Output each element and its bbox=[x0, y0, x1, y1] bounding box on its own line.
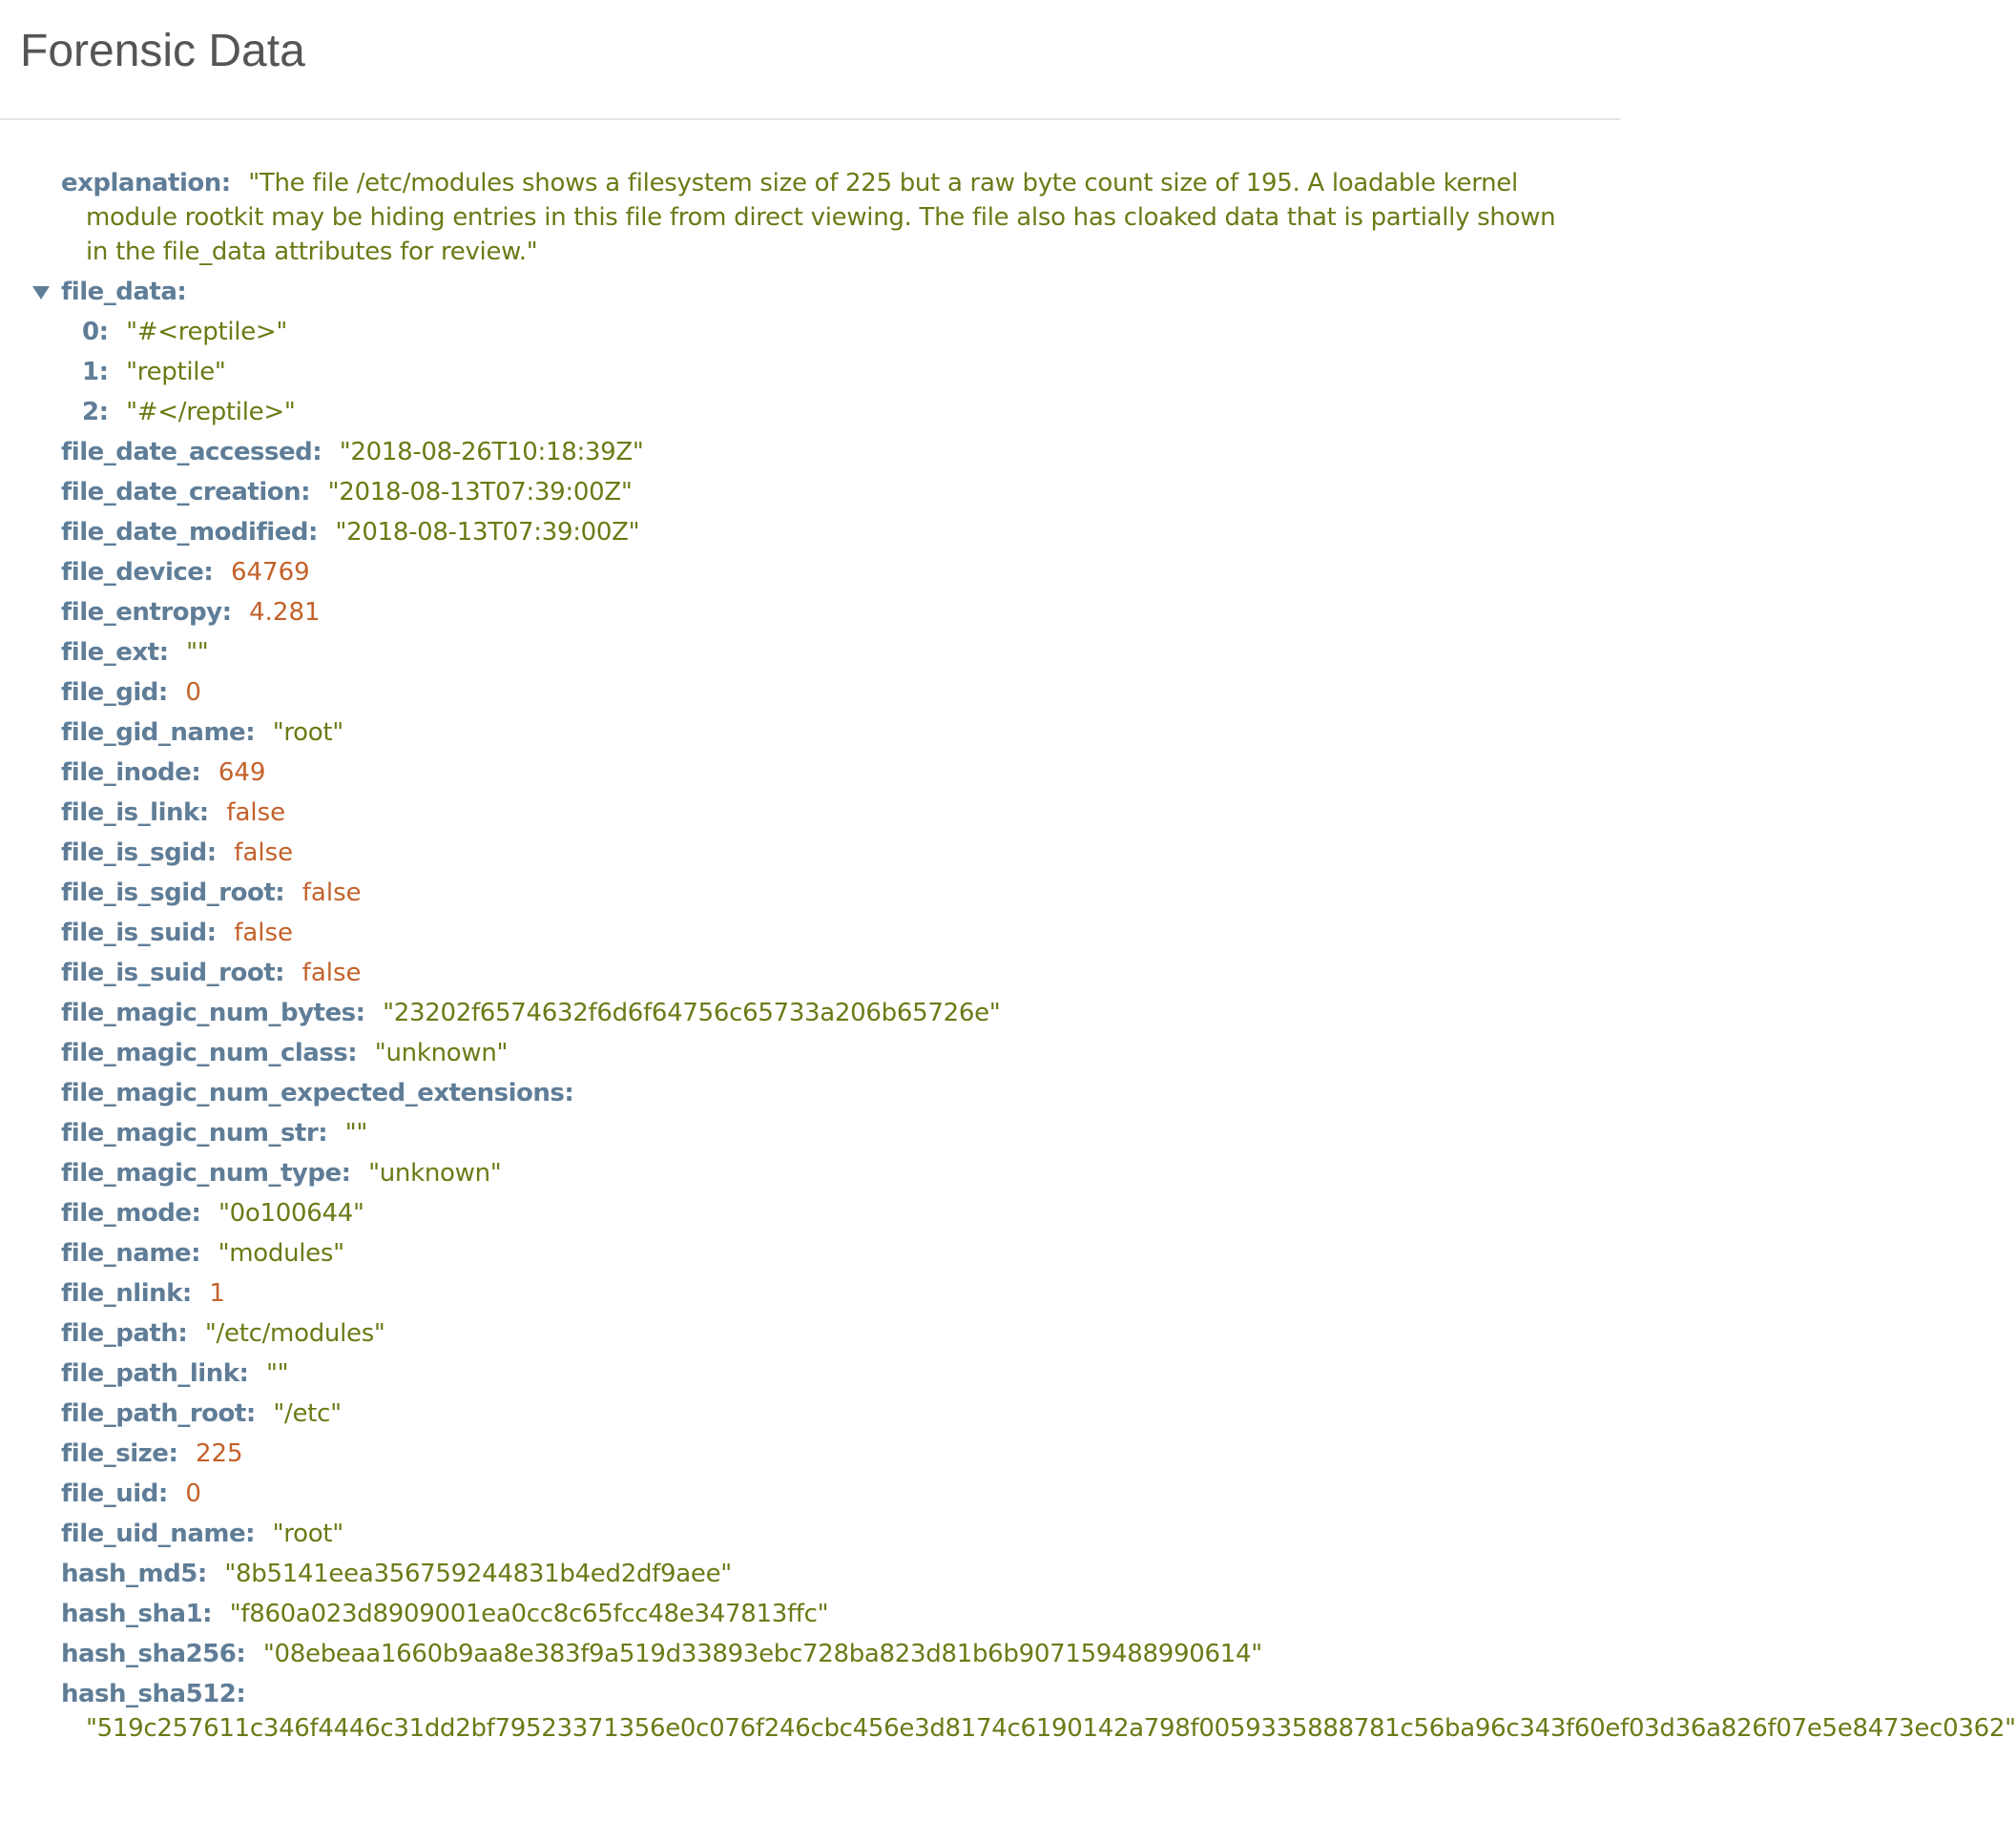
tree-row-file-size bbox=[0, 1437, 1620, 1477]
tree-row-file-magic-num-bytes bbox=[0, 996, 1620, 1036]
tree-row-file-path-link bbox=[0, 1356, 1620, 1396]
tree-row-file-date-modified bbox=[0, 515, 1620, 555]
tree-row-hash-sha256 bbox=[0, 1637, 1620, 1677]
tree-key-separator: : bbox=[206, 838, 235, 867]
tree-key: file_path bbox=[61, 1319, 178, 1348]
tree-key: 0 bbox=[82, 318, 99, 346]
tree-value: false bbox=[226, 798, 286, 827]
tree-key: file_date_creation bbox=[61, 478, 301, 507]
tree-key: file_entropy bbox=[61, 598, 222, 627]
tree-key: file_is_link bbox=[61, 798, 199, 827]
tree-key: file_gid bbox=[61, 678, 158, 707]
tree-key: file_uid bbox=[61, 1479, 158, 1508]
tree-key-separator: : bbox=[236, 1640, 263, 1668]
tree-key: file_is_suid_root bbox=[61, 959, 276, 987]
tree-key: file_gid_name bbox=[61, 718, 246, 747]
tree-key-separator: : bbox=[98, 358, 127, 386]
tree-key: file_inode bbox=[61, 758, 192, 787]
tree-row-file-date-accessed bbox=[0, 435, 1620, 475]
tree-key-separator: : bbox=[206, 919, 235, 947]
tree-row-file-gid-name bbox=[0, 715, 1620, 755]
tree-key: file_magic_num_str bbox=[61, 1119, 319, 1148]
tree-key-separator: : bbox=[275, 959, 302, 987]
json-tree bbox=[0, 166, 2016, 1751]
page-title: Forensic Data bbox=[20, 26, 305, 76]
tree-value: 0 bbox=[185, 678, 201, 707]
tree-key-separator: : bbox=[318, 1119, 345, 1148]
tree-key-separator: : bbox=[301, 478, 328, 507]
tree-value: "#<reptile>" bbox=[126, 318, 288, 346]
page-header bbox=[0, 0, 1620, 120]
tree-key-separator: : bbox=[236, 1680, 263, 1708]
tree-row-file-nlink bbox=[0, 1276, 1620, 1316]
tree-key: 1 bbox=[82, 358, 99, 386]
tree-value: false bbox=[234, 919, 294, 947]
tree-key: file_magic_num_type bbox=[61, 1159, 342, 1188]
tree-array-item bbox=[0, 315, 1620, 355]
tree-key-separator: : bbox=[157, 678, 186, 707]
tree-key-separator: : bbox=[157, 1479, 186, 1508]
tree-value: "#</reptile>" bbox=[126, 398, 296, 426]
tree-value: "root" bbox=[272, 718, 343, 747]
tree-key: file_magic_num_class bbox=[61, 1039, 348, 1067]
tree-value: 225 bbox=[195, 1439, 243, 1468]
tree-row-file-path-root bbox=[0, 1396, 1620, 1437]
tree-value: 64769 bbox=[230, 558, 310, 587]
tree-value: "519c257611c346f4446c31dd2bf79523371356e0c076f246cbc456e3d8174c6190142a798f0059335888781c56ba96c343f60ef03d36a826f07e5e8473ec0362" bbox=[86, 1714, 2016, 1743]
tree-key-separator: : bbox=[98, 398, 127, 426]
tree-value: 1 bbox=[209, 1279, 225, 1308]
tree-value: false bbox=[301, 959, 362, 987]
tree-row-file-is-suid bbox=[0, 916, 1620, 956]
tree-value: false bbox=[301, 879, 362, 907]
tree-value: "modules" bbox=[218, 1239, 344, 1268]
tree-array-item bbox=[0, 395, 1620, 435]
tree-row-file-inode bbox=[0, 755, 1620, 796]
tree-row-file-uid-name bbox=[0, 1517, 1620, 1557]
tree-key-separator: : bbox=[98, 318, 127, 346]
tree-key: file_size bbox=[61, 1439, 169, 1468]
tree-key-separator: : bbox=[168, 1439, 196, 1468]
tree-row-file-data bbox=[0, 275, 1620, 315]
tree-value: "2018-08-13T07:39:00Z" bbox=[327, 478, 633, 507]
tree-value: "unknown" bbox=[368, 1159, 502, 1188]
tree-row-hash-sha1 bbox=[0, 1597, 1620, 1637]
tree-key-separator: : bbox=[564, 1079, 592, 1107]
tree-value: "8b5141eea356759244831b4ed2df9aee" bbox=[224, 1560, 732, 1588]
tree-key: hash_md5 bbox=[61, 1560, 197, 1588]
tree-row-file-ext bbox=[0, 635, 1620, 675]
tree-key-separator: : bbox=[245, 1520, 273, 1548]
tree-key-separator: : bbox=[177, 278, 204, 306]
collapse-triangle-icon[interactable] bbox=[32, 286, 50, 300]
tree-key: file_mode bbox=[61, 1199, 192, 1228]
tree-row-file-magic-num-class bbox=[0, 1036, 1620, 1076]
tree-row-file-entropy bbox=[0, 595, 1620, 635]
tree-value: 4.281 bbox=[249, 598, 321, 627]
tree-key: 2 bbox=[82, 398, 99, 426]
tree-key-separator: : bbox=[239, 1359, 267, 1388]
tree-key: file_is_sgid bbox=[61, 838, 207, 867]
tree-key-separator: : bbox=[355, 999, 384, 1027]
tree-key-separator: : bbox=[198, 798, 227, 827]
tree-value: "" bbox=[344, 1119, 368, 1148]
tree-key: hash_sha256 bbox=[61, 1640, 237, 1668]
tree-value: "reptile" bbox=[126, 358, 226, 386]
tree-row-file-path bbox=[0, 1316, 1620, 1356]
tree-key-separator: : bbox=[181, 1279, 210, 1308]
tree-key-separator: : bbox=[177, 1319, 205, 1348]
tree-value: "0o100644" bbox=[218, 1199, 364, 1228]
tree-key: file_magic_num_bytes bbox=[61, 999, 356, 1027]
tree-row-file-device bbox=[0, 555, 1620, 595]
tree-key: file_magic_num_expected_extensions bbox=[61, 1079, 565, 1107]
tree-key-separator: : bbox=[341, 1159, 369, 1188]
tree-key-separator: : bbox=[347, 1039, 375, 1067]
tree-row-file-magic-num-expected-extensions bbox=[0, 1076, 1620, 1116]
tree-key-separator: : bbox=[197, 1560, 225, 1588]
tree-key: file_data bbox=[61, 278, 177, 306]
tree-value: "2018-08-26T10:18:39Z" bbox=[339, 438, 644, 466]
tree-row-file-magic-num-str bbox=[0, 1116, 1620, 1156]
tree-value: "f860a023d8909001ea0cc8c65fcc48e347813ffc" bbox=[229, 1600, 829, 1628]
tree-row-file-magic-num-type bbox=[0, 1156, 1620, 1196]
tree-key-separator: : bbox=[220, 169, 249, 197]
tree-key: file_uid_name bbox=[61, 1520, 246, 1548]
tree-value: "" bbox=[186, 638, 209, 667]
tree-row-file-is-sgid-root bbox=[0, 876, 1620, 916]
tree-value: "" bbox=[266, 1359, 289, 1388]
tree-row-file-uid bbox=[0, 1477, 1620, 1517]
tree-key: file_ext bbox=[61, 638, 159, 667]
tree-value: "/etc/modules" bbox=[204, 1319, 385, 1348]
tree-key: hash_sha512 bbox=[61, 1680, 237, 1708]
tree-key: file_path_link bbox=[61, 1359, 239, 1388]
tree-value: 0 bbox=[185, 1479, 201, 1508]
tree-row-file-is-suid-root bbox=[0, 956, 1620, 996]
tree-value: false bbox=[234, 838, 294, 867]
tree-value: "08ebeaa1660b9aa8e383f9a519d33893ebc728ba823d81b6b907159488990614" bbox=[262, 1640, 1262, 1668]
tree-key: file_is_suid bbox=[61, 919, 207, 947]
tree-key-separator: : bbox=[312, 438, 340, 466]
tree-key-separator: : bbox=[191, 1239, 218, 1268]
tree-key: file_device bbox=[61, 558, 204, 587]
tree-key: explanation bbox=[61, 169, 221, 197]
tree-key: file_nlink bbox=[61, 1279, 182, 1308]
tree-row-file-gid bbox=[0, 675, 1620, 715]
tree-key-separator: : bbox=[245, 1399, 274, 1428]
tree-row-file-name bbox=[0, 1236, 1620, 1276]
tree-key: file_name bbox=[61, 1239, 192, 1268]
tree-key-separator: : bbox=[203, 558, 231, 587]
tree-key: hash_sha1 bbox=[61, 1600, 203, 1628]
tree-value: "23202f6574632f6d6f64756c65733a206b65726e" bbox=[383, 999, 1001, 1027]
tree-key: file_date_accessed bbox=[61, 438, 313, 466]
tree-value: "root" bbox=[272, 1520, 343, 1548]
tree-key-separator: : bbox=[202, 1600, 230, 1628]
tree-row-explanation bbox=[0, 166, 1620, 269]
tree-value: "unknown" bbox=[374, 1039, 509, 1067]
tree-key-separator: : bbox=[191, 1199, 218, 1228]
tree-row-file-is-link bbox=[0, 796, 1620, 836]
tree-key-separator: : bbox=[191, 758, 218, 787]
tree-row-file-date-creation bbox=[0, 475, 1620, 515]
tree-row-hash-md5 bbox=[0, 1557, 1620, 1597]
tree-value: "2018-08-13T07:39:00Z" bbox=[335, 518, 640, 547]
tree-key: file_date_modified bbox=[61, 518, 308, 547]
tree-value: "The file /etc/modules shows a filesystem size of 225 but a raw byte count size of 195. A loadable kernel module rootkit may be hiding entries in this file from direct viewing. The file also has cloaked data that is partially shown in the file_data attributes for review." bbox=[86, 169, 1556, 266]
tree-key: file_is_sgid_root bbox=[61, 879, 276, 907]
tree-key-separator: : bbox=[158, 638, 187, 667]
tree-row-hash-sha512 bbox=[0, 1677, 2016, 1746]
tree-row-file-mode bbox=[0, 1196, 1620, 1236]
tree-key-separator: : bbox=[307, 518, 336, 547]
tree-array-item bbox=[0, 355, 1620, 395]
tree-key-separator: : bbox=[275, 879, 302, 907]
tree-key: file_path_root bbox=[61, 1399, 246, 1428]
tree-value: 649 bbox=[218, 758, 266, 787]
tree-key-separator: : bbox=[221, 598, 250, 627]
tree-key-separator: : bbox=[245, 718, 273, 747]
tree-value: "/etc" bbox=[273, 1399, 342, 1428]
tree-row-file-is-sgid bbox=[0, 836, 1620, 876]
